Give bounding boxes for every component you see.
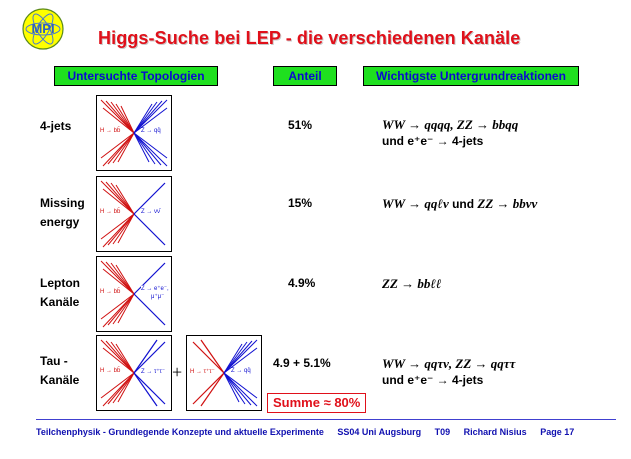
header-topologies: Untersuchte Topologien	[54, 66, 218, 86]
logo-text: MPI	[31, 21, 55, 36]
diagram-higgs-label: H → bb̄	[100, 368, 121, 374]
diagram-z-label: Z → νν̄	[141, 209, 160, 215]
fraction-4jets: 51%	[288, 118, 313, 132]
header-fraction: Anteil	[273, 66, 337, 86]
fraction-lepton: 4.9%	[288, 276, 316, 290]
page-title: Higgs-Suche bei LEP - die verschiedenen Kanäle	[98, 28, 521, 48]
footer-code: T09	[434, 427, 451, 437]
diagram-missing-energy	[96, 176, 172, 252]
fraction-tau: 4.9 + 5.1%	[273, 356, 331, 370]
background-tau: WW → qqτν, ZZ → qqττ und e⁺e⁻ → 4-jets	[382, 356, 516, 387]
mpi-logo	[22, 8, 64, 50]
topology-4jets: 4-jets	[40, 119, 72, 133]
diagram-z-label: Z → qq̄	[141, 128, 161, 134]
topology-missing-energy: Missing energy	[40, 196, 85, 229]
background-missing-energy: WW → qqℓν und ZZ → bbνν	[382, 196, 538, 211]
diagram-higgs-label: H → τ⁺τ⁻	[190, 369, 215, 375]
diagram-tau-1	[96, 335, 172, 411]
diagram-z-label: Z → qq̄	[231, 368, 251, 374]
diagram-lepton	[96, 256, 172, 332]
footer-course: Teilchenphysik - Grundlegende Konzepte und aktuelle Experimente	[36, 427, 324, 437]
header-background: Wichtigste Untergrundreaktionen	[363, 66, 579, 86]
diagram-tau-2	[186, 335, 262, 411]
footer-page: Page 17	[540, 427, 575, 437]
footer-term: SS04 Uni Augsburg	[337, 427, 422, 437]
summary-box: Summe ≈ 80%	[267, 393, 366, 413]
footer	[36, 427, 574, 437]
fraction-missing-energy: 15%	[288, 196, 313, 210]
diagram-higgs-label: H → bb̄	[100, 209, 121, 215]
diagram-z-label: Z → e⁺e⁻,	[141, 286, 169, 292]
footer-rule	[36, 419, 616, 420]
diagram-higgs-label: H → bb̄	[100, 128, 121, 134]
diagram-4jets	[96, 95, 172, 171]
plus-sign: +	[172, 362, 183, 382]
background-lepton: ZZ → bbℓℓ	[382, 276, 442, 291]
diagram-higgs-label: H → bb̄	[100, 289, 121, 295]
topology-lepton: Lepton Kanäle	[40, 276, 80, 309]
footer-author: Richard Nisius	[463, 427, 527, 437]
diagram-z-label-2: μ⁺μ⁻	[151, 294, 165, 300]
diagram-z-label: Z → τ⁺τ⁻	[141, 369, 166, 375]
background-4jets: WW → qqqq, ZZ → bbqq und e⁺e⁻ → 4-jets	[382, 117, 519, 148]
topology-tau: Tau - Kanäle	[40, 354, 80, 387]
